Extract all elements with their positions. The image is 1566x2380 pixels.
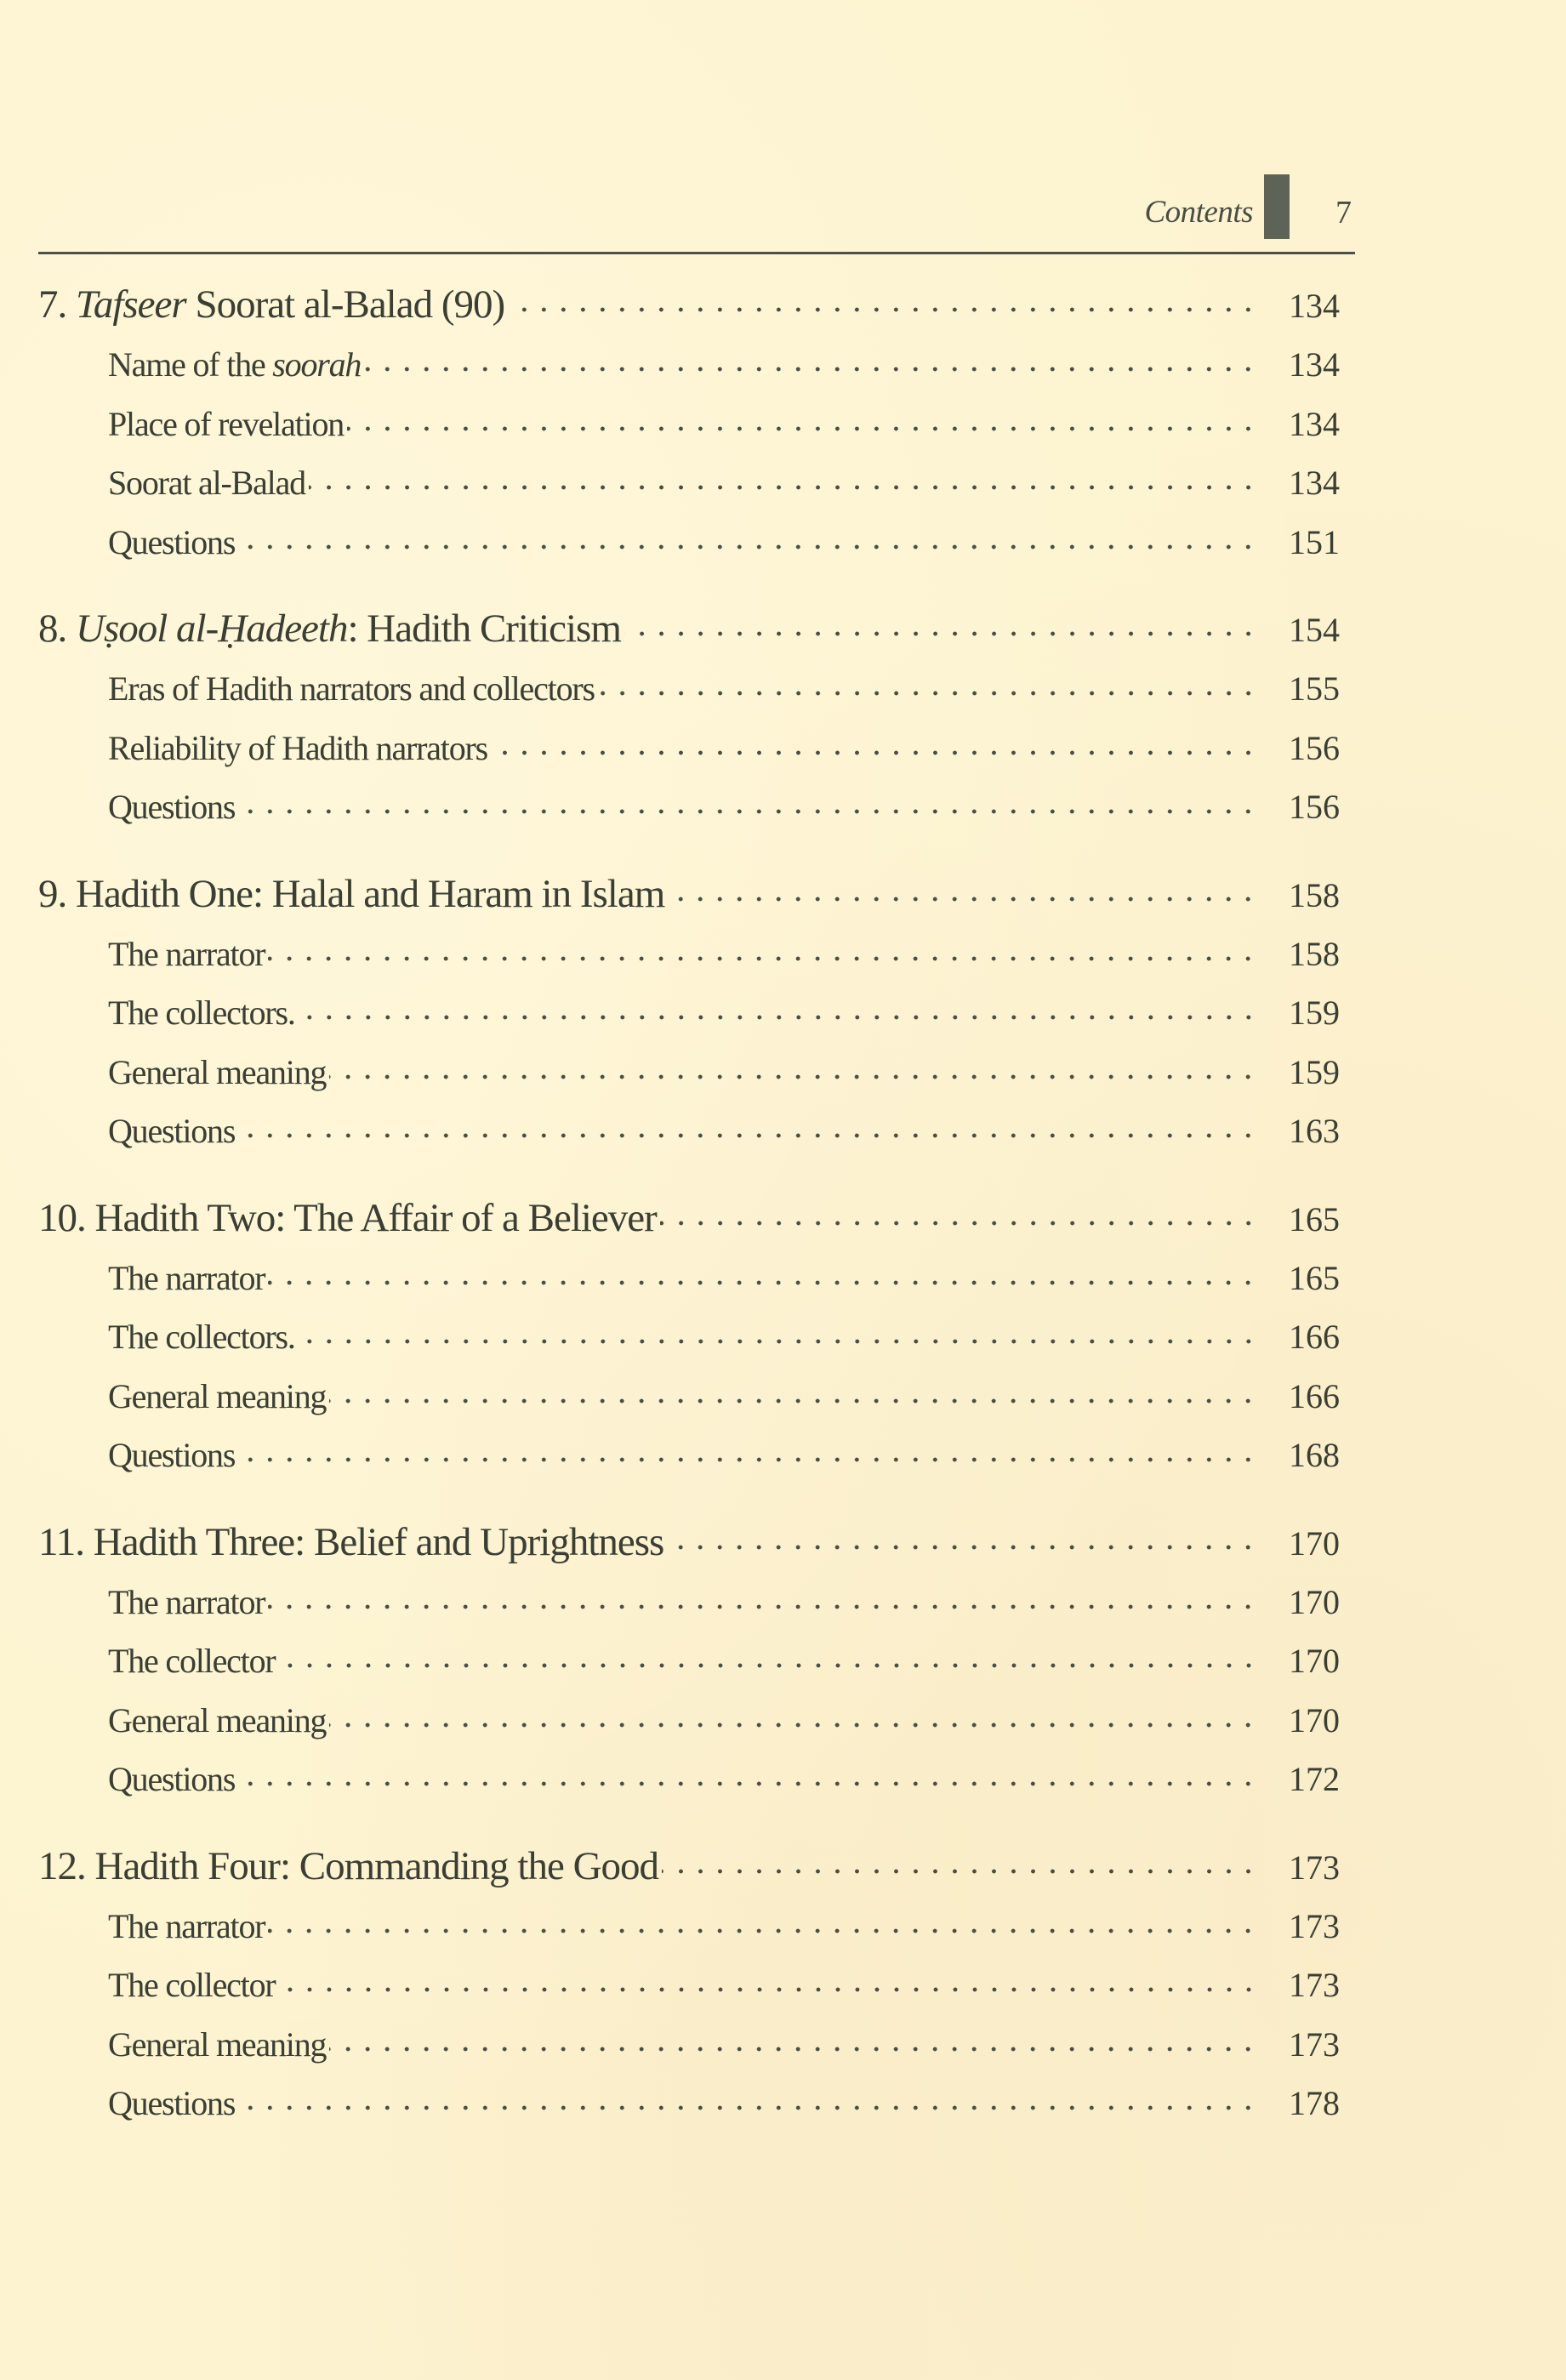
section-title: Hadith Two: The Affair of a Believer [94, 1195, 657, 1240]
toc-item-label: Questions [108, 788, 236, 826]
dot-leader [268, 1255, 1258, 1290]
toc-section-11 [38, 1512, 1340, 1809]
toc-item-label: Reliability of Hadith narrators [108, 728, 488, 767]
toc-item[interactable] [38, 777, 1340, 837]
toc-item-label [108, 335, 361, 395]
toc-item-label: Questions [108, 522, 236, 561]
dot-leader [238, 784, 1258, 818]
section-number: 9. [38, 871, 67, 916]
section-title: : Hadith Criticism [347, 606, 621, 651]
toc-item-label: The narrator [108, 934, 265, 973]
toc-section-10 [38, 1187, 1340, 1485]
header-rule [38, 252, 1355, 254]
toc-page-number: 170 [1289, 1642, 1340, 1680]
toc-item[interactable] [38, 1897, 1340, 1956]
toc-item-label: Soorat al-Balad [108, 464, 305, 502]
dot-leader [667, 1515, 1258, 1555]
toc-page-number: 165 [1289, 1258, 1340, 1297]
toc-item[interactable] [38, 1426, 1340, 1485]
toc-item[interactable] [38, 1956, 1340, 2015]
toc-item[interactable] [38, 1249, 1340, 1308]
table-of-contents [38, 274, 1340, 2160]
toc-section-7 [38, 274, 1340, 572]
dot-leader [238, 520, 1258, 554]
toc-item-label: Questions [108, 2084, 236, 2122]
toc-page-number: 173 [1289, 1966, 1340, 2004]
section-title-italic: Tafseer [76, 282, 186, 327]
section-number: 11. [38, 1519, 85, 1564]
toc-page-number: 166 [1289, 1318, 1340, 1356]
page-number: 7 [1335, 195, 1352, 231]
toc-item-label: The collectors. [108, 1318, 295, 1356]
dot-leader [279, 1638, 1258, 1672]
toc-item[interactable] [38, 1573, 1340, 1632]
dot-leader [238, 2081, 1258, 2115]
section-title: Hadith Three: Belief and Uprightness [93, 1519, 664, 1564]
toc-heading[interactable] [38, 274, 1340, 335]
toc-page-number: 134 [1289, 345, 1340, 384]
toc-heading[interactable] [38, 1187, 1340, 1249]
dot-leader [329, 1374, 1258, 1408]
dot-leader [364, 342, 1258, 376]
toc-item[interactable] [38, 1750, 1340, 1809]
toc-item[interactable] [38, 2074, 1340, 2133]
dot-leader [347, 401, 1258, 436]
dot-leader [268, 1904, 1258, 1938]
dot-leader [299, 990, 1258, 1024]
toc-page-number: 170 [1289, 1523, 1340, 1563]
dot-leader [238, 1432, 1258, 1466]
toc-page-number: 158 [1289, 934, 1340, 973]
section-title: Hadith One: Halal and Haram in Islam [76, 871, 665, 916]
toc-item-label: Questions [108, 1112, 236, 1150]
dot-leader [662, 1839, 1258, 1879]
dot-leader [268, 1580, 1258, 1614]
toc-item[interactable] [38, 2015, 1340, 2075]
section-title: Soorat al-Balad (90) [185, 282, 505, 327]
toc-item[interactable] [38, 659, 1340, 719]
toc-item[interactable] [38, 1631, 1340, 1691]
toc-page-number: 172 [1289, 1760, 1340, 1798]
dot-leader [598, 666, 1258, 700]
dot-leader [660, 1191, 1258, 1231]
toc-item-label: General meaning [108, 1700, 327, 1739]
toc-item[interactable] [38, 719, 1340, 778]
toc-heading-label [38, 598, 621, 659]
toc-heading-label [38, 274, 504, 335]
item-label-text: Name of the [108, 345, 273, 384]
toc-item[interactable] [38, 395, 1340, 454]
dot-leader [268, 931, 1258, 965]
toc-heading[interactable] [38, 1512, 1340, 1573]
toc-page-number: 173 [1289, 1906, 1340, 1945]
toc-page-number: 154 [1289, 611, 1340, 649]
dot-leader [299, 1314, 1258, 1348]
toc-item-label: The collectors. [108, 994, 295, 1032]
toc-page-number: 163 [1289, 1112, 1340, 1150]
toc-item[interactable] [38, 1367, 1340, 1426]
toc-page-number: 168 [1289, 1436, 1340, 1474]
dot-leader [668, 867, 1258, 907]
dot-leader [329, 1050, 1258, 1084]
toc-item-label: General meaning [108, 1376, 327, 1415]
section-number: 10. [38, 1195, 86, 1240]
toc-item-label: Place of revelation [108, 404, 345, 443]
toc-page-number: 134 [1289, 464, 1340, 502]
toc-page-number: 173 [1289, 1848, 1340, 1887]
running-header [38, 170, 1355, 255]
toc-page-number: 166 [1289, 1376, 1340, 1415]
dot-leader [238, 1108, 1258, 1142]
toc-heading[interactable] [38, 863, 1340, 925]
toc-page-number: 151 [1289, 522, 1340, 561]
dot-leader [279, 1962, 1258, 1996]
toc-page-number: 178 [1289, 2084, 1340, 2122]
toc-item-label: Eras of Hadith narrators and collectors [108, 669, 595, 708]
toc-page-number: 159 [1289, 1052, 1340, 1091]
toc-item-label: Questions [108, 1760, 236, 1798]
toc-page-number: 158 [1289, 875, 1340, 914]
dot-leader [508, 277, 1258, 317]
toc-page-number: 170 [1289, 1582, 1340, 1621]
header-bar-marker [1264, 174, 1290, 239]
toc-item[interactable] [38, 983, 1340, 1043]
toc-item[interactable] [38, 1043, 1340, 1102]
dot-leader [309, 460, 1258, 494]
section-title: Hadith Four: Commanding the Good [94, 1843, 659, 1888]
section-number: 8. [38, 606, 67, 651]
toc-section-12 [38, 1836, 1340, 2133]
item-label-italic: soorah [272, 345, 362, 384]
toc-item[interactable] [38, 1102, 1340, 1161]
toc-section-8 [38, 598, 1340, 837]
toc-heading-label [38, 863, 664, 925]
section-title-italic: Uṣool al-Ḥadeeth [76, 606, 348, 651]
header-title: Contents [1144, 195, 1253, 230]
toc-heading[interactable] [38, 1836, 1340, 1897]
toc-item[interactable] [38, 925, 1340, 984]
toc-item[interactable] [38, 1691, 1340, 1751]
toc-item-label: The narrator [108, 1906, 265, 1945]
toc-heading-label [38, 1187, 657, 1249]
toc-item-label: The narrator [108, 1582, 265, 1621]
toc-page-number: 134 [1289, 404, 1340, 443]
section-number: 7. [38, 282, 67, 327]
dot-leader [329, 2022, 1258, 2056]
toc-section-9 [38, 863, 1340, 1161]
dot-leader [238, 1757, 1258, 1791]
toc-heading-label [38, 1512, 663, 1573]
toc-item-label: Questions [108, 1436, 236, 1474]
toc-item-label: General meaning [108, 2024, 327, 2064]
dot-leader [491, 726, 1258, 760]
toc-item-label: The collector [108, 1966, 276, 2004]
section-number: 12. [38, 1843, 86, 1888]
toc-heading[interactable] [38, 598, 1340, 659]
dot-leader [624, 601, 1258, 641]
toc-page-number: 159 [1289, 994, 1340, 1032]
toc-page-number: 173 [1289, 2024, 1340, 2064]
toc-item[interactable] [38, 453, 1340, 513]
toc-heading-label [38, 1836, 658, 1897]
toc-page-number: 165 [1289, 1199, 1340, 1238]
toc-page-number: 134 [1289, 287, 1340, 325]
toc-item-label: The collector [108, 1642, 276, 1680]
toc-item[interactable] [38, 335, 1340, 395]
toc-page-number: 156 [1289, 728, 1340, 767]
dot-leader [329, 1698, 1258, 1732]
toc-item-label: General meaning [108, 1052, 327, 1091]
toc-item[interactable] [38, 513, 1340, 572]
toc-page-number: 170 [1289, 1700, 1340, 1739]
toc-item-label: The narrator [108, 1258, 265, 1297]
toc-page-number: 155 [1289, 669, 1340, 708]
toc-item[interactable] [38, 1307, 1340, 1367]
toc-page-number: 156 [1289, 788, 1340, 826]
